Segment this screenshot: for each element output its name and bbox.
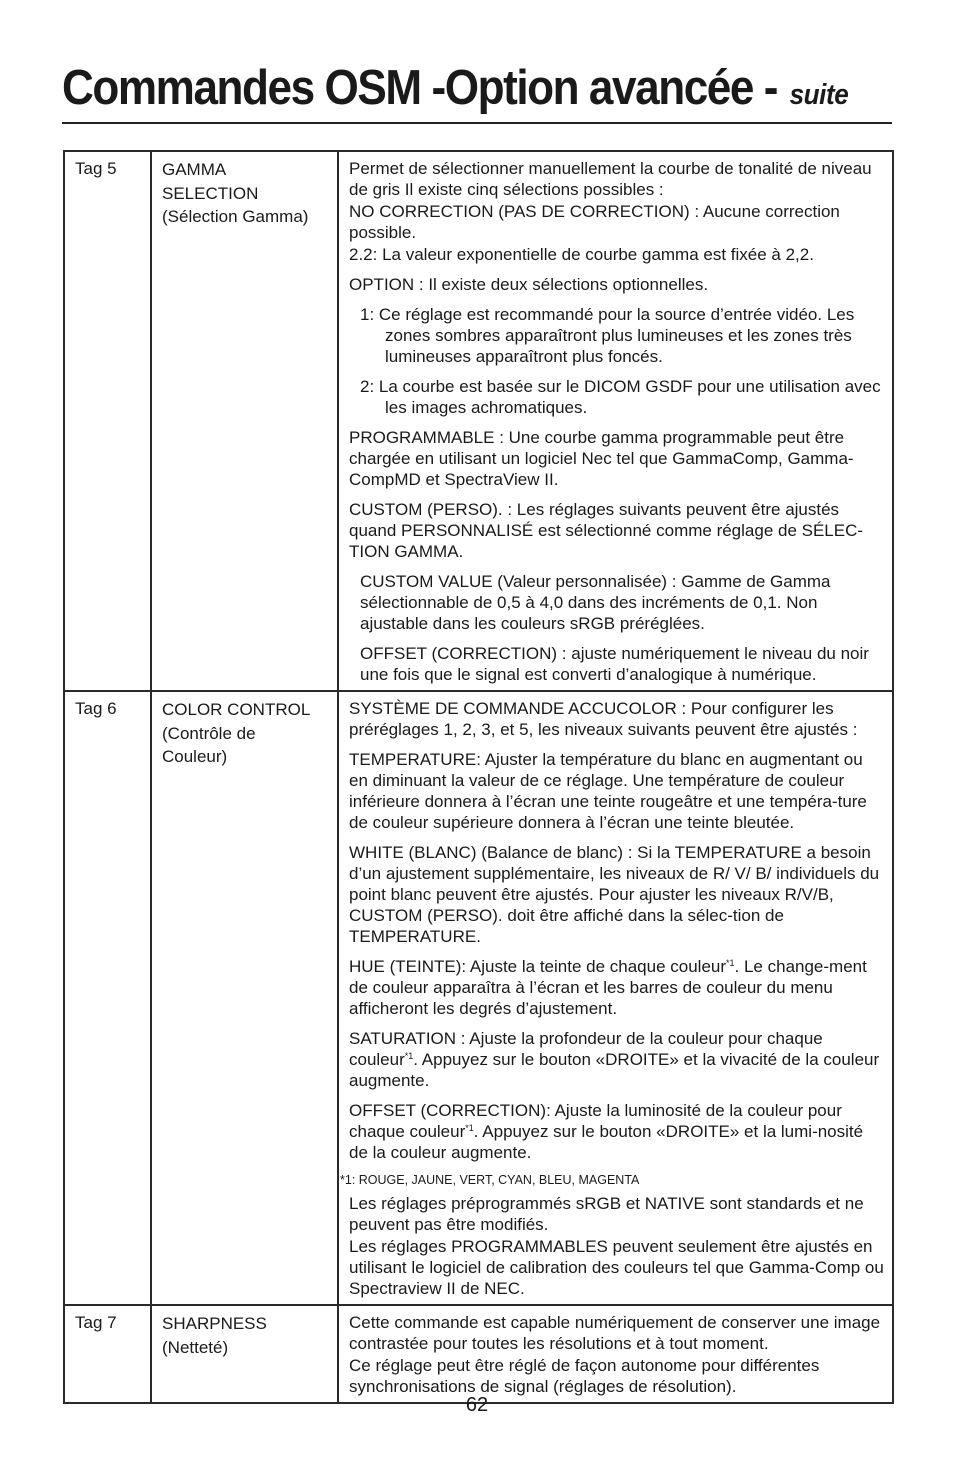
footnote-marker: *1 xyxy=(465,1123,474,1133)
description-paragraph: Permet de sélectionner manuellement la courbe de tonalité de niveau de gris Il existe cinq sélections possibles : xyxy=(349,159,872,199)
page-number: 62 xyxy=(465,1394,489,1416)
saturation-text-cont: . Appuyez sur le bouton «DROITE» et la vivacité de la couleur augmente. xyxy=(349,1050,880,1090)
footnote-marker: *1 xyxy=(726,958,735,968)
table-row-tag5 xyxy=(64,151,893,691)
hue-text: HUE (TEINTE): Ajuste la teinte de chaque couleur xyxy=(349,957,727,976)
title-divider xyxy=(62,122,892,124)
tag-cell: Tag 7 xyxy=(64,1305,151,1403)
setting-name-line: (Netteté) xyxy=(162,1337,229,1357)
description-sub-item: OFFSET (CORRECTION) : ajuste numériquement le niveau du noir une fois que le signal est converti d’analogique à numérique. xyxy=(360,644,869,684)
setting-name-line: (Sélection Gamma) xyxy=(162,207,309,226)
page-title-main: Commandes OSM -Option avancée - xyxy=(62,61,788,115)
description-option-item: 1: Ce réglage est recommandé pour la source d’entrée vidéo. Les zones sombres apparaîtront plus lumineuses et les zones très lumineuses apparaîtront plus foncés. xyxy=(360,305,855,366)
description-paragraph: TEMPERATURE: Ajuster la température du blanc en augmentant ou en diminuant la valeur de ce réglage. Une température de couleur inférieure donnera à l’écran une teinte rougeâtre et une tempéra-ture de couleur supérieure donnera à l’écran une teinte bleutée. xyxy=(349,750,867,832)
description-paragraph: OPTION : Il existe deux sélections optionnelles. xyxy=(349,275,709,294)
table-row-tag6 xyxy=(64,691,893,1305)
offset-text-cont: . Appuyez sur le bouton «DROITE» et la lumi-nosité de la couleur augmente. xyxy=(349,1122,864,1162)
description-paragraph: Les réglages PROGRAMMABLES peuvent seulement être ajustés en utilisant le logiciel de calibration des couleurs tel que Gamma-Comp ou Spectraview II de NEC. xyxy=(349,1237,884,1298)
footnote: *1: ROUGE, JAUNE, VERT, CYAN, BLEU, MAGENTA xyxy=(340,1173,640,1187)
description-paragraph-saturation xyxy=(349,1028,884,1091)
setting-name-line: COLOR CONTROL xyxy=(162,700,311,719)
table-row-tag7 xyxy=(64,1305,893,1403)
setting-name-cell xyxy=(151,691,338,1305)
description-paragraph: 2.2: La valeur exponentielle de courbe gamma est fixée à 2,2. xyxy=(349,245,814,264)
description-sub-item: CUSTOM VALUE (Valeur personnalisée) : Gamme de Gamma sélectionnable de 0,5 à 4,0 dans des incréments de 0,1. Non ajustable dans les couleurs sRGB préréglées. xyxy=(360,572,831,633)
setting-name-line: SHARPNESS xyxy=(162,1314,267,1333)
tag-cell: Tag 6 xyxy=(64,691,151,1305)
description-paragraph: NO CORRECTION (PAS DE CORRECTION) : Aucune correction possible. xyxy=(349,202,840,242)
setting-name-line: GAMMA xyxy=(162,160,227,179)
hue-text-cont: . Le change-ment de couleur apparaîtra à l’écran et les barres de couleur du menu afficheront les degrés d’ajustement. xyxy=(349,957,867,1018)
footnote-marker: *1 xyxy=(404,1051,414,1061)
description-paragraph: WHITE (BLANC) (Balance de blanc) : Si la TEMPERATURE a besoin d’un ajustement supplémentaire, les niveaux de R/ V/ B/ individuels du point blanc peuvent être ajustés. Pour ajuster les niveaux R/V/B, CUSTOM (PERSO). doit être affiché dans la sélec-tion de TEMPERATURE. xyxy=(349,843,880,946)
page-title-suite: suite xyxy=(789,79,849,111)
page-title xyxy=(62,56,848,127)
setting-name-line: Couleur) xyxy=(162,747,228,766)
description-paragraph-offset xyxy=(349,1100,884,1163)
description-paragraph: Les réglages préprogrammés sRGB et NATIVE sont standards et ne peuvent pas être modifiés. xyxy=(349,1194,864,1234)
setting-description-cell xyxy=(338,691,893,1305)
setting-description-cell xyxy=(338,151,893,691)
setting-description-cell xyxy=(338,1305,893,1403)
offset-text: OFFSET (CORRECTION): Ajuste la luminosité de la couleur pour chaque couleur xyxy=(349,1101,842,1141)
setting-name-line: (Contrôle de xyxy=(162,723,256,743)
description-paragraph-hue xyxy=(349,956,884,1019)
saturation-text: SATURATION : Ajuste la profondeur de la couleur pour chaque couleur xyxy=(349,1029,823,1069)
description-paragraph: CUSTOM (PERSO). : Les réglages suivants peuvent être ajustés quand PERSONNALISÉ est sélectionné comme réglage de SÉLEC-TION GAMMA. xyxy=(349,500,864,561)
description-option-item: 2: La courbe est basée sur le DICOM GSDF pour une utilisation avec les images achromatiques. xyxy=(360,377,881,417)
osm-settings-table xyxy=(63,150,894,1404)
description-paragraph: SYSTÈME DE COMMANDE ACCUCOLOR : Pour configurer les préréglages 1, 2, 3, et 5, les niveaux suivants peuvent être ajustés : xyxy=(349,699,858,739)
setting-name-cell xyxy=(151,151,338,691)
description-paragraph: PROGRAMMABLE : Une courbe gamma programmable peut être chargée en utilisant un logiciel Nec tel que GammaComp, Gamma-CompMD et SpectraView II. xyxy=(349,428,854,489)
description-paragraph: Ce réglage peut être réglé de façon autonome pour différentes synchronisations de signal (réglages de résolution). xyxy=(349,1356,820,1396)
setting-name-cell xyxy=(151,1305,338,1403)
tag-cell: Tag 5 xyxy=(64,151,151,691)
setting-name-line: SELECTION xyxy=(162,183,259,203)
description-paragraph: Cette commande est capable numériquement de conserver une image contrastée pour toutes les résolutions et à tout moment. xyxy=(349,1313,881,1353)
